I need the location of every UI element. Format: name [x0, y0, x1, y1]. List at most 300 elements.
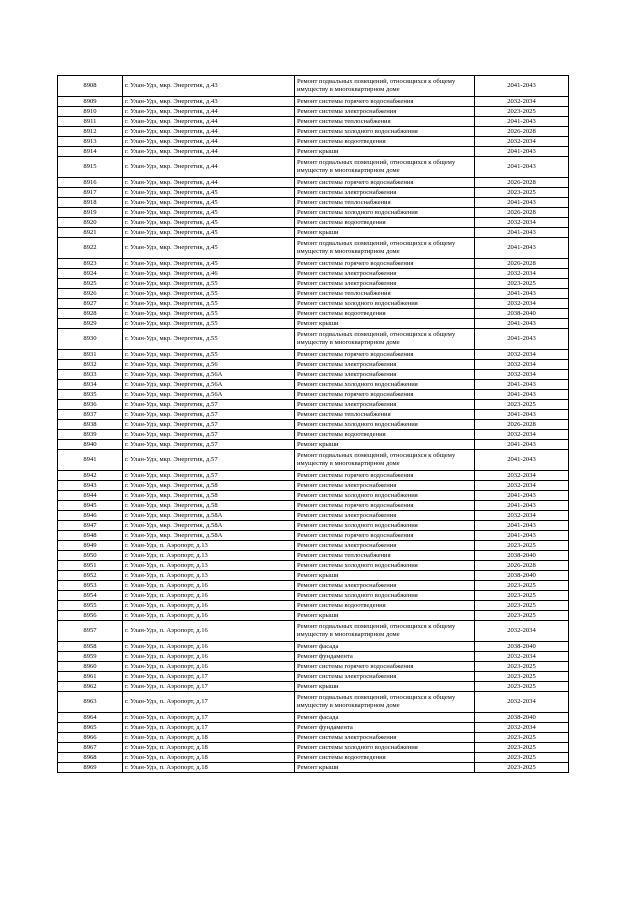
address-cell: г. Улан-Удэ, мкр. Энергетик, д.56А: [123, 370, 295, 380]
period-cell: 2032-2034: [475, 652, 569, 662]
row-number-cell: 8967: [58, 743, 123, 753]
address-cell: г. Улан-Удэ, п. Аэропорт, д.17: [123, 713, 295, 723]
address-cell: г. Улан-Удэ, п. Аэропорт, д.16: [123, 652, 295, 662]
table-row: [58, 380, 569, 390]
address-cell: г. Улан-Удэ, п. Аэропорт, д.13: [123, 571, 295, 581]
table-row: [58, 107, 569, 117]
address-cell: г. Улан-Удэ, мкр. Энергетик, д.56: [123, 360, 295, 370]
row-number-cell: 8913: [58, 137, 123, 147]
period-cell: 2026-2028: [475, 259, 569, 269]
period-cell: 2023-2025: [475, 611, 569, 621]
table-row: [58, 299, 569, 309]
table-row: [58, 591, 569, 601]
work-type-cell: Ремонт системы водоотведения: [295, 430, 475, 440]
period-cell: 2026-2028: [475, 178, 569, 188]
address-cell: г. Улан-Удэ, мкр. Энергетик, д.57: [123, 410, 295, 420]
work-type-cell: Ремонт системы холодного водоснабжения: [295, 743, 475, 753]
period-cell: 2032-2034: [475, 370, 569, 380]
address-cell: г. Улан-Удэ, п. Аэропорт, д.16: [123, 621, 295, 642]
row-number-cell: 8919: [58, 208, 123, 218]
work-type-cell: Ремонт подвальных помещений, относящихся к общему имуществу в многоквартирном доме: [295, 157, 475, 178]
row-number-cell: 8914: [58, 147, 123, 157]
table-row: [58, 410, 569, 420]
work-type-cell: Ремонт системы холодного водоснабжения: [295, 380, 475, 390]
period-cell: 2041-2043: [475, 440, 569, 450]
work-type-cell: Ремонт фасада: [295, 713, 475, 723]
row-number-cell: 8937: [58, 410, 123, 420]
period-cell: 2023-2025: [475, 400, 569, 410]
table-body: [58, 76, 569, 773]
row-number-cell: 8963: [58, 692, 123, 713]
table-row: [58, 501, 569, 511]
period-cell: 2041-2043: [475, 329, 569, 350]
work-type-cell: Ремонт подвальных помещений, относящихся к общему имуществу в многоквартирном доме: [295, 692, 475, 713]
period-cell: 2032-2034: [475, 360, 569, 370]
period-cell: 2041-2043: [475, 238, 569, 259]
table-row: [58, 178, 569, 188]
table-row: [58, 147, 569, 157]
row-number-cell: 8954: [58, 591, 123, 601]
address-cell: г. Улан-Удэ, мкр. Энергетик, д.44: [123, 117, 295, 127]
row-number-cell: 8942: [58, 471, 123, 481]
table-row: [58, 370, 569, 380]
address-cell: г. Улан-Удэ, п. Аэропорт, д.16: [123, 581, 295, 591]
row-number-cell: 8950: [58, 551, 123, 561]
work-type-cell: Ремонт системы горячего водоснабжения: [295, 350, 475, 360]
table-row: [58, 723, 569, 733]
table-row: [58, 561, 569, 571]
table-row: [58, 137, 569, 147]
row-number-cell: 8911: [58, 117, 123, 127]
work-type-cell: Ремонт системы холодного водоснабжения: [295, 561, 475, 571]
table-row: [58, 601, 569, 611]
period-cell: 2041-2043: [475, 450, 569, 471]
work-type-cell: Ремонт системы холодного водоснабжения: [295, 299, 475, 309]
period-cell: 2041-2043: [475, 289, 569, 299]
period-cell: 2032-2034: [475, 430, 569, 440]
row-number-cell: 8917: [58, 188, 123, 198]
row-number-cell: 8945: [58, 501, 123, 511]
work-type-cell: Ремонт подвальных помещений, относящихся к общему имуществу в многоквартирном доме: [295, 450, 475, 471]
row-number-cell: 8957: [58, 621, 123, 642]
row-number-cell: 8924: [58, 269, 123, 279]
period-cell: 2041-2043: [475, 157, 569, 178]
table-row: [58, 672, 569, 682]
work-type-cell: Ремонт системы теплоснабжения: [295, 410, 475, 420]
address-cell: г. Улан-Удэ, мкр. Энергетик, д.43: [123, 97, 295, 107]
period-cell: 2026-2028: [475, 420, 569, 430]
period-cell: 2023-2025: [475, 591, 569, 601]
period-cell: 2032-2034: [475, 299, 569, 309]
period-cell: 2041-2043: [475, 76, 569, 97]
work-type-cell: Ремонт системы электроснабжения: [295, 107, 475, 117]
row-number-cell: 8951: [58, 561, 123, 571]
table-row: [58, 329, 569, 350]
table-row: [58, 682, 569, 692]
period-cell: 2041-2043: [475, 380, 569, 390]
table-row: [58, 511, 569, 521]
table-row: [58, 440, 569, 450]
period-cell: 2041-2043: [475, 531, 569, 541]
address-cell: г. Улан-Удэ, п. Аэропорт, д.18: [123, 753, 295, 763]
row-number-cell: 8932: [58, 360, 123, 370]
row-number-cell: 8930: [58, 329, 123, 350]
work-type-cell: Ремонт крыши: [295, 682, 475, 692]
address-cell: г. Улан-Удэ, мкр. Энергетик, д.44: [123, 157, 295, 178]
period-cell: 2038-2040: [475, 571, 569, 581]
work-type-cell: Ремонт системы водоотведения: [295, 753, 475, 763]
table-row: [58, 571, 569, 581]
work-type-cell: Ремонт крыши: [295, 228, 475, 238]
address-cell: г. Улан-Удэ, п. Аэропорт, д.16: [123, 601, 295, 611]
row-number-cell: 8940: [58, 440, 123, 450]
table-row: [58, 157, 569, 178]
work-type-cell: Ремонт крыши: [295, 147, 475, 157]
work-type-cell: Ремонт системы холодного водоснабжения: [295, 208, 475, 218]
address-cell: г. Улан-Удэ, мкр. Энергетик, д.55: [123, 350, 295, 360]
work-type-cell: Ремонт системы горячего водоснабжения: [295, 501, 475, 511]
table-row: [58, 259, 569, 269]
period-cell: 2032-2034: [475, 471, 569, 481]
period-cell: 2023-2025: [475, 188, 569, 198]
work-type-cell: Ремонт системы теплоснабжения: [295, 198, 475, 208]
work-type-cell: Ремонт системы горячего водоснабжения: [295, 662, 475, 672]
work-type-cell: Ремонт крыши: [295, 611, 475, 621]
period-cell: 2038-2040: [475, 713, 569, 723]
work-type-cell: Ремонт крыши: [295, 319, 475, 329]
table-row: [58, 319, 569, 329]
work-type-cell: Ремонт системы теплоснабжения: [295, 551, 475, 561]
work-type-cell: Ремонт системы электроснабжения: [295, 188, 475, 198]
table-row: [58, 753, 569, 763]
address-cell: г. Улан-Удэ, мкр. Энергетик, д.58: [123, 491, 295, 501]
address-cell: г. Улан-Удэ, п. Аэропорт, д.13: [123, 561, 295, 571]
table-row: [58, 763, 569, 773]
work-type-cell: Ремонт системы горячего водоснабжения: [295, 259, 475, 269]
address-cell: г. Улан-Удэ, п. Аэропорт, д.16: [123, 591, 295, 601]
work-type-cell: Ремонт системы холодного водоснабжения: [295, 521, 475, 531]
address-cell: г. Улан-Удэ, мкр. Энергетик, д.58: [123, 481, 295, 491]
row-number-cell: 8946: [58, 511, 123, 521]
address-cell: г. Улан-Удэ, п. Аэропорт, д.18: [123, 763, 295, 773]
row-number-cell: 8966: [58, 733, 123, 743]
row-number-cell: 8922: [58, 238, 123, 259]
work-type-cell: Ремонт системы теплоснабжения: [295, 289, 475, 299]
row-number-cell: 8965: [58, 723, 123, 733]
work-type-cell: Ремонт системы электроснабжения: [295, 269, 475, 279]
table-row: [58, 97, 569, 107]
table-row: [58, 400, 569, 410]
table-row: [58, 228, 569, 238]
work-type-cell: Ремонт крыши: [295, 440, 475, 450]
address-cell: г. Улан-Удэ, мкр. Энергетик, д.57: [123, 450, 295, 471]
row-number-cell: 8969: [58, 763, 123, 773]
row-number-cell: 8934: [58, 380, 123, 390]
address-cell: г. Улан-Удэ, мкр. Энергетик, д.43: [123, 76, 295, 97]
period-cell: 2032-2034: [475, 137, 569, 147]
row-number-cell: 8964: [58, 713, 123, 723]
table-row: [58, 491, 569, 501]
work-type-cell: Ремонт системы холодного водоснабжения: [295, 127, 475, 137]
address-cell: г. Улан-Удэ, мкр. Энергетик, д.55: [123, 279, 295, 289]
period-cell: 2032-2034: [475, 481, 569, 491]
address-cell: г. Улан-Удэ, п. Аэропорт, д.18: [123, 733, 295, 743]
period-cell: 2041-2043: [475, 117, 569, 127]
table-row: [58, 652, 569, 662]
address-cell: г. Улан-Удэ, мкр. Энергетик, д.55: [123, 319, 295, 329]
work-type-cell: Ремонт системы водоотведения: [295, 601, 475, 611]
address-cell: г. Улан-Удэ, мкр. Энергетик, д.57: [123, 440, 295, 450]
address-cell: г. Улан-Удэ, п. Аэропорт, д.13: [123, 541, 295, 551]
table-row: [58, 390, 569, 400]
address-cell: г. Улан-Удэ, мкр. Энергетик, д.45: [123, 208, 295, 218]
period-cell: 2041-2043: [475, 390, 569, 400]
work-type-cell: Ремонт подвальных помещений, относящихся к общему имуществу в многоквартирном доме: [295, 76, 475, 97]
work-type-cell: Ремонт крыши: [295, 763, 475, 773]
table-row: [58, 117, 569, 127]
address-cell: г. Улан-Удэ, мкр. Энергетик, д.57: [123, 430, 295, 440]
period-cell: 2023-2025: [475, 743, 569, 753]
work-type-cell: Ремонт системы электроснабжения: [295, 400, 475, 410]
address-cell: г. Улан-Удэ, п. Аэропорт, д.16: [123, 611, 295, 621]
work-type-cell: Ремонт фундамента: [295, 723, 475, 733]
period-cell: 2032-2034: [475, 97, 569, 107]
work-type-cell: Ремонт системы электроснабжения: [295, 733, 475, 743]
address-cell: г. Улан-Удэ, мкр. Энергетик, д.44: [123, 178, 295, 188]
row-number-cell: 8916: [58, 178, 123, 188]
table-row: [58, 521, 569, 531]
table-row: [58, 713, 569, 723]
work-type-cell: Ремонт системы водоотведения: [295, 218, 475, 228]
period-cell: 2023-2025: [475, 581, 569, 591]
row-number-cell: 8921: [58, 228, 123, 238]
table-row: [58, 733, 569, 743]
address-cell: г. Улан-Удэ, п. Аэропорт, д.13: [123, 551, 295, 561]
period-cell: 2023-2025: [475, 279, 569, 289]
work-type-cell: Ремонт подвальных помещений, относящихся к общему имуществу в многоквартирном доме: [295, 329, 475, 350]
repair-schedule-table: [57, 75, 569, 773]
period-cell: 2041-2043: [475, 319, 569, 329]
row-number-cell: 8909: [58, 97, 123, 107]
row-number-cell: 8931: [58, 350, 123, 360]
work-type-cell: Ремонт подвальных помещений, относящихся к общему имуществу в многоквартирном доме: [295, 621, 475, 642]
address-cell: г. Улан-Удэ, мкр. Энергетик, д.55: [123, 289, 295, 299]
address-cell: г. Улан-Удэ, мкр. Энергетик, д.45: [123, 218, 295, 228]
row-number-cell: 8949: [58, 541, 123, 551]
row-number-cell: 8933: [58, 370, 123, 380]
row-number-cell: 8947: [58, 521, 123, 531]
work-type-cell: Ремонт системы электроснабжения: [295, 481, 475, 491]
table-row: [58, 309, 569, 319]
period-cell: 2032-2034: [475, 621, 569, 642]
address-cell: г. Улан-Удэ, мкр. Энергетик, д.58А: [123, 511, 295, 521]
address-cell: г. Улан-Удэ, мкр. Энергетик, д.44: [123, 147, 295, 157]
address-cell: г. Улан-Удэ, мкр. Энергетик, д.57: [123, 400, 295, 410]
address-cell: г. Улан-Удэ, мкр. Энергетик, д.44: [123, 107, 295, 117]
address-cell: г. Улан-Удэ, мкр. Энергетик, д.45: [123, 228, 295, 238]
work-type-cell: Ремонт системы холодного водоснабжения: [295, 591, 475, 601]
period-cell: 2026-2028: [475, 208, 569, 218]
row-number-cell: 8938: [58, 420, 123, 430]
work-type-cell: Ремонт системы горячего водоснабжения: [295, 471, 475, 481]
table-row: [58, 238, 569, 259]
row-number-cell: 8960: [58, 662, 123, 672]
row-number-cell: 8948: [58, 531, 123, 541]
row-number-cell: 8918: [58, 198, 123, 208]
row-number-cell: 8935: [58, 390, 123, 400]
row-number-cell: 8910: [58, 107, 123, 117]
address-cell: г. Улан-Удэ, мкр. Энергетик, д.58: [123, 501, 295, 511]
work-type-cell: Ремонт системы электроснабжения: [295, 541, 475, 551]
row-number-cell: 8943: [58, 481, 123, 491]
work-type-cell: Ремонт системы электроснабжения: [295, 370, 475, 380]
table-row: [58, 208, 569, 218]
table-row: [58, 420, 569, 430]
address-cell: г. Улан-Удэ, мкр. Энергетик, д.45: [123, 238, 295, 259]
period-cell: 2038-2040: [475, 642, 569, 652]
period-cell: 2023-2025: [475, 682, 569, 692]
period-cell: 2023-2025: [475, 601, 569, 611]
table-row: [58, 127, 569, 137]
address-cell: г. Улан-Удэ, мкр. Энергетик, д.57: [123, 471, 295, 481]
table-row: [58, 642, 569, 652]
period-cell: 2026-2028: [475, 127, 569, 137]
row-number-cell: 8915: [58, 157, 123, 178]
address-cell: г. Улан-Удэ, мкр. Энергетик, д.56А: [123, 390, 295, 400]
table-row: [58, 360, 569, 370]
address-cell: г. Улан-Удэ, мкр. Энергетик, д.58А: [123, 531, 295, 541]
period-cell: 2032-2034: [475, 269, 569, 279]
period-cell: 2026-2028: [475, 561, 569, 571]
work-type-cell: Ремонт системы водоотведения: [295, 309, 475, 319]
row-number-cell: 8927: [58, 299, 123, 309]
period-cell: 2038-2040: [475, 551, 569, 561]
table-row: [58, 743, 569, 753]
address-cell: г. Улан-Удэ, мкр. Энергетик, д.45: [123, 188, 295, 198]
table-row: [58, 188, 569, 198]
row-number-cell: 8956: [58, 611, 123, 621]
period-cell: 2041-2043: [475, 521, 569, 531]
work-type-cell: Ремонт системы электроснабжения: [295, 360, 475, 370]
work-type-cell: Ремонт крыши: [295, 571, 475, 581]
address-cell: г. Улан-Удэ, мкр. Энергетик, д.55: [123, 329, 295, 350]
work-type-cell: Ремонт фасада: [295, 642, 475, 652]
row-number-cell: 8939: [58, 430, 123, 440]
table-row: [58, 269, 569, 279]
period-cell: 2023-2025: [475, 672, 569, 682]
address-cell: г. Улан-Удэ, п. Аэропорт, д.17: [123, 723, 295, 733]
row-number-cell: 8955: [58, 601, 123, 611]
address-cell: г. Улан-Удэ, мкр. Энергетик, д.46: [123, 269, 295, 279]
row-number-cell: 8962: [58, 682, 123, 692]
period-cell: 2041-2043: [475, 198, 569, 208]
address-cell: г. Улан-Удэ, п. Аэропорт, д.17: [123, 692, 295, 713]
period-cell: 2041-2043: [475, 228, 569, 238]
table-row: [58, 481, 569, 491]
row-number-cell: 8944: [58, 491, 123, 501]
table-row: [58, 279, 569, 289]
address-cell: г. Улан-Удэ, мкр. Энергетик, д.55: [123, 309, 295, 319]
period-cell: 2032-2034: [475, 511, 569, 521]
address-cell: г. Улан-Удэ, мкр. Энергетик, д.44: [123, 137, 295, 147]
address-cell: г. Улан-Удэ, мкр. Энергетик, д.45: [123, 259, 295, 269]
row-number-cell: 8941: [58, 450, 123, 471]
period-cell: 2032-2034: [475, 723, 569, 733]
row-number-cell: 8923: [58, 259, 123, 269]
row-number-cell: 8929: [58, 319, 123, 329]
work-type-cell: Ремонт системы электроснабжения: [295, 672, 475, 682]
row-number-cell: 8958: [58, 642, 123, 652]
address-cell: г. Улан-Удэ, п. Аэропорт, д.17: [123, 682, 295, 692]
period-cell: 2032-2034: [475, 218, 569, 228]
row-number-cell: 8936: [58, 400, 123, 410]
row-number-cell: 8920: [58, 218, 123, 228]
address-cell: г. Улан-Удэ, п. Аэропорт, д.18: [123, 743, 295, 753]
period-cell: 2041-2043: [475, 501, 569, 511]
row-number-cell: 8968: [58, 753, 123, 763]
work-type-cell: Ремонт системы электроснабжения: [295, 581, 475, 591]
table-row: [58, 450, 569, 471]
table-row: [58, 541, 569, 551]
address-cell: г. Улан-Удэ, мкр. Энергетик, д.56А: [123, 380, 295, 390]
table-row: [58, 218, 569, 228]
period-cell: 2023-2025: [475, 753, 569, 763]
work-type-cell: Ремонт системы электроснабжения: [295, 279, 475, 289]
work-type-cell: Ремонт подвальных помещений, относящихся к общему имуществу в многоквартирном доме: [295, 238, 475, 259]
table-row: [58, 621, 569, 642]
table-row: [58, 692, 569, 713]
address-cell: г. Улан-Удэ, п. Аэропорт, д.16: [123, 642, 295, 652]
period-cell: 2038-2040: [475, 309, 569, 319]
address-cell: г. Улан-Удэ, мкр. Энергетик, д.45: [123, 198, 295, 208]
address-cell: г. Улан-Удэ, мкр. Энергетик, д.58А: [123, 521, 295, 531]
work-type-cell: Ремонт системы горячего водоснабжения: [295, 97, 475, 107]
table-row: [58, 471, 569, 481]
period-cell: 2023-2025: [475, 733, 569, 743]
table-row: [58, 531, 569, 541]
row-number-cell: 8959: [58, 652, 123, 662]
table-row: [58, 350, 569, 360]
period-cell: 2023-2025: [475, 662, 569, 672]
work-type-cell: Ремонт системы водоотведения: [295, 137, 475, 147]
row-number-cell: 8953: [58, 581, 123, 591]
work-type-cell: Ремонт системы холодного водоснабжения: [295, 491, 475, 501]
work-type-cell: Ремонт фундамента: [295, 652, 475, 662]
period-cell: 2023-2025: [475, 763, 569, 773]
work-type-cell: Ремонт системы горячего водоснабжения: [295, 390, 475, 400]
table-row: [58, 430, 569, 440]
period-cell: 2023-2025: [475, 541, 569, 551]
work-type-cell: Ремонт системы электроснабжения: [295, 511, 475, 521]
row-number-cell: 8926: [58, 289, 123, 299]
work-type-cell: Ремонт системы горячего водоснабжения: [295, 531, 475, 541]
row-number-cell: 8961: [58, 672, 123, 682]
period-cell: 2032-2034: [475, 692, 569, 713]
work-type-cell: Ремонт системы холодного водоснабжения: [295, 420, 475, 430]
address-cell: г. Улан-Удэ, мкр. Энергетик, д.57: [123, 420, 295, 430]
row-number-cell: 8908: [58, 76, 123, 97]
address-cell: г. Улан-Удэ, п. Аэропорт, д.16: [123, 662, 295, 672]
table-row: [58, 289, 569, 299]
work-type-cell: Ремонт системы горячего водоснабжения: [295, 178, 475, 188]
period-cell: 2041-2043: [475, 491, 569, 501]
period-cell: 2041-2043: [475, 147, 569, 157]
address-cell: г. Улан-Удэ, мкр. Энергетик, д.44: [123, 127, 295, 137]
table-row: [58, 551, 569, 561]
period-cell: 2041-2043: [475, 410, 569, 420]
row-number-cell: 8925: [58, 279, 123, 289]
table-row: [58, 76, 569, 97]
